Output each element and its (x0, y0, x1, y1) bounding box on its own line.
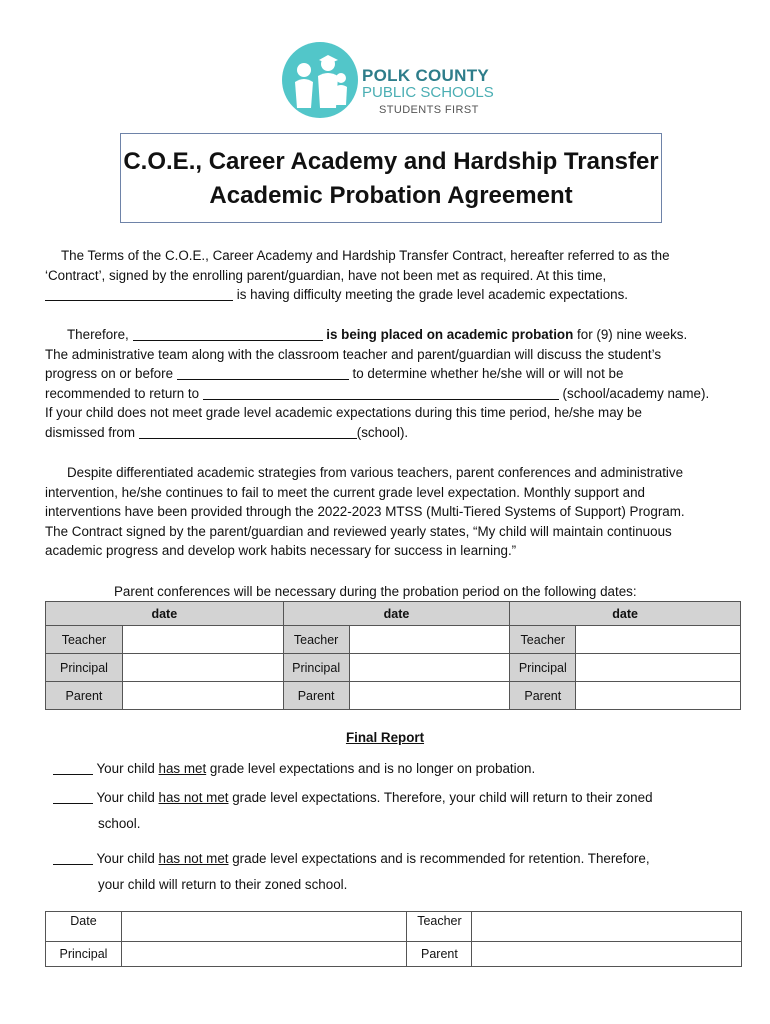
logo-line1: POLK COUNTY (362, 66, 490, 85)
despite-line5: academic progress and develop work habits necessary for success in learning.” (45, 543, 517, 559)
option-retention-checkbox[interactable] (53, 850, 93, 865)
student-name-blank-2[interactable] (133, 326, 323, 341)
signature-cell[interactable] (576, 682, 741, 710)
signature-cell[interactable] (576, 654, 741, 682)
signature-cell[interactable] (349, 654, 510, 682)
option-met-checkbox[interactable] (53, 760, 93, 775)
conference-table (45, 601, 741, 710)
date-header-1: date (46, 602, 284, 626)
intro-paragraph (45, 246, 735, 305)
student-name-blank[interactable] (45, 286, 233, 301)
final-signature-table (45, 911, 742, 967)
despite-line3: interventions have been provided through the 2022-2023 MTSS (Multi-Tiered Systems of Support) Program. (45, 504, 685, 520)
parent-signature-field[interactable] (472, 942, 742, 967)
role-label: Parent (283, 682, 349, 710)
date-header-3: date (510, 602, 741, 626)
therefore-line2: The administrative team along with the classroom teacher and parent/guardian will discuss the student’s (45, 346, 662, 362)
despite-line1: Despite differentiated academic strategies from various teachers, parent conferences and administrative (67, 465, 684, 480)
therefore-line5: If your child does not meet grade level academic expectations during this time period, he/she may be (45, 405, 642, 421)
date-header-2: date (283, 602, 510, 626)
signature-cell[interactable] (576, 626, 741, 654)
despite-line2: intervention, he/she continues to fail to meet the current grade level expectation. Monthly support and (45, 484, 645, 500)
therefore-line6b: (school). (356, 424, 409, 440)
role-label: Teacher (510, 626, 576, 654)
teacher-signature-field[interactable] (472, 912, 742, 942)
final-report-title: Final Report (345, 730, 425, 745)
title-line2: Academic Probation Agreement (209, 182, 573, 209)
signature-row-2 (46, 942, 742, 967)
role-label: Principal (283, 654, 349, 682)
date-field[interactable] (121, 912, 407, 942)
intervention-paragraph (45, 463, 735, 561)
signature-cell[interactable] (122, 682, 283, 710)
opt3-text-a: Your child (96, 851, 159, 866)
conference-row-principal (46, 654, 741, 682)
final-option-retention (53, 850, 650, 866)
opt2-text-b: grade level expectations. Therefore, your child will return to their zoned (228, 790, 653, 805)
school-blank[interactable] (139, 424, 357, 439)
opt3-text-b: grade level expectations and is recommended for retention. Therefore, (228, 851, 650, 866)
opt3-text-u: has not met (158, 851, 229, 866)
intro-line2: ‘Contract’, signed by the enrolling parent/guardian, have not been met as required. At this time, (45, 267, 607, 283)
document-title (120, 133, 662, 223)
principal-signature-field[interactable] (121, 942, 407, 967)
opt1-text-u: has met (158, 761, 207, 776)
district-logo (282, 42, 502, 122)
option-not-met-checkbox[interactable] (53, 789, 93, 804)
signature-cell[interactable] (349, 682, 510, 710)
logo-line2: PUBLIC SCHOOLS (362, 84, 494, 101)
conferences-intro: Parent conferences will be necessary during the probation period on the following dates: (114, 584, 637, 599)
opt3-line2: your child will return to their zoned school. (98, 877, 348, 892)
therefore-line3b: to determine whether he/she will or will not be (352, 366, 624, 382)
intro-line1: The Terms of the C.O.E., Career Academy and Hardship Transfer Contract, hereafter referred to as the (61, 248, 670, 263)
therefore-line4a: recommended to return to (45, 385, 200, 401)
school-academy-blank[interactable] (203, 385, 559, 400)
date-label: Date (46, 912, 122, 942)
final-option-not-met (53, 789, 653, 805)
despite-line4: The Contract signed by the parent/guardian and reviewed yearly states, “My child will maintain continuous (45, 523, 672, 539)
role-label: Teacher (46, 626, 123, 654)
signature-row-1 (46, 912, 742, 942)
logo-tagline: STUDENTS FIRST (379, 104, 479, 116)
role-label: Principal (510, 654, 576, 682)
therefore-lead: Therefore, (67, 327, 129, 342)
signature-cell[interactable] (122, 626, 283, 654)
therefore-line4b: (school/academy name). (562, 385, 710, 401)
intro-line3: is having difficulty meeting the grade level academic expectations. (236, 287, 629, 303)
probation-bold-text: is being placed on academic probation (326, 327, 574, 342)
signature-cell[interactable] (349, 626, 510, 654)
probation-paragraph (45, 325, 735, 443)
principal-label: Principal (46, 942, 122, 967)
role-label: Parent (510, 682, 576, 710)
signature-cell[interactable] (122, 654, 283, 682)
teacher-label: Teacher (407, 912, 472, 942)
opt2-text-u: has not met (158, 790, 229, 805)
parent-label: Parent (407, 942, 472, 967)
therefore-line6a: dismissed from (45, 424, 136, 440)
conference-row-parent (46, 682, 741, 710)
opt2-text-a: Your child (96, 790, 159, 805)
role-label: Principal (46, 654, 123, 682)
opt1-text-a: Your child (96, 761, 159, 776)
therefore-rest: for (9) nine weeks. (577, 327, 688, 342)
role-label: Parent (46, 682, 123, 710)
conference-row-teacher (46, 626, 741, 654)
role-label: Teacher (283, 626, 349, 654)
review-date-blank[interactable] (177, 365, 349, 380)
title-line1: C.O.E., Career Academy and Hardship Transfer (123, 148, 659, 175)
conference-header-row (46, 602, 741, 626)
therefore-line3a: progress on or before (45, 366, 174, 382)
opt1-text-b: grade level expectations and is no longer on probation. (206, 761, 536, 776)
opt2-line2: school. (98, 816, 141, 831)
final-option-met (53, 760, 535, 776)
students-silhouette-icon (282, 42, 358, 118)
